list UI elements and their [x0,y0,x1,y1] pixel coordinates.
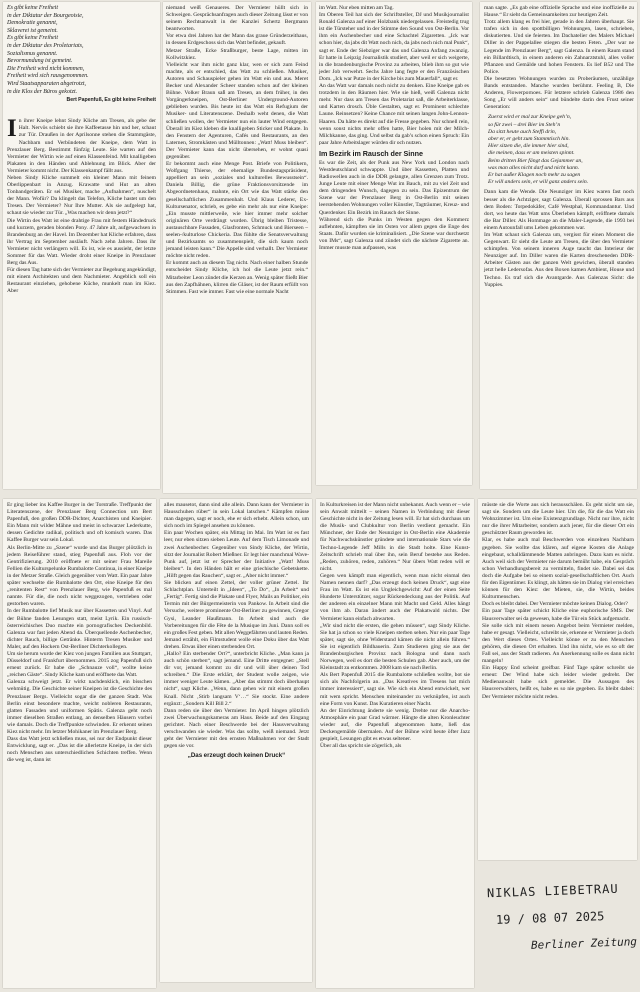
column-5 [7,502,152,764]
paragraph: In der Rumbalotte lief Musik nur über Kassetten und Vinyl. Auf der Bühne fanden Lesungen statt, meist Lyrik. Ein russisch-österreichisches Duo machte ein pornografisches Deckenbild. Galenza war fast jeden Abend da. Überquellende Aschenbecher, dichter Rauch, billige Getränke. Hinterm Tresen Musiker und Maler, auf den Hockern Ost-Berliner Dichterkollegen. [7,608,152,650]
poem-line: Demokratie genannt, [7,20,58,27]
lyric-line: so für zwei – drei Bier im Steh’n [488,121,561,128]
paragraph: müsste sie die Worte aus sich herausschälen. Es geht nicht um sie, sagt sie. Sondern um die Leute hier. Um die, für die das Watt ein Wohnzimmer ist. Um eine Existenzgrundlage. Nicht nur ihre, nicht nur die ihrer Mitarbeiter, sondern auch jener, für die dieser Ort ein geschützter Raum geworden ist. [482,502,634,537]
paragraph: Dann reden sie über den Vermieter. Im April hingen plötzlich zwei Überwachungskameras am Haus. Beide auf den Eingang gerichtet. Nach einer Beschwerde bei der Hausverwaltung verschwanden sie wieder. Was das sollte, weiß niemand. Jetzt geht der Vermieter mit den ernsten Maßnahmen vor der Stadt gegen sie vor. [164,707,309,750]
paragraph: alles mausetot, dann sind alle allein. Dann kann der Vermieter in Hausschuhen rüber“ in sein Lokal latschen.“ Kämpfen müsse man dagegen, sagt er noch, ehe er sich erhebt. Allein schon, um sich noch im Spiegel ansehen zu können. [164,502,309,530]
poem-line: Freiheit wird sich rausgenommen. [7,73,89,80]
lyric-line: die meinen, dass er am meisten spinnt. [488,150,575,157]
drop-cap: I [7,115,17,143]
paragraph: Im Oberen Teil hat sich der Schriftsteller, DJ und Musikjournalist Ronald Galenza auf einer Holzbank niedergelassen. Freistedig trug ist die Türsteher und in der Stimme den Sound von Ost-Berlin. Vor ihm ein Aschenbecher und eine Schachtel Zigaretten. „Ick war schon hier, da jabs dit Watt noch nich, da jabs noch nich mal Punk“, sagt er. Ende der Siebziger war das und Galenza Anfang zwanzig. Er hatte in Leipzig Journalistik studiert, aber weil er sich weigerte, in die brandenburgische Provinz zu arbeiten, blieb ihm so gut wie jeder Job verwehrt. Sechs Jahre lang fegte er den Französischen Dom. „Ick war Putze in der Kirche bis zum Mauerfall“, sagt er. [319,12,469,82]
paragraph: Vor etwa drei Jahren hat der Mann das graue Gründerzeithaus, in dessen Erdgeschoss sich das Watt befindet, gekauft. [166,33,308,47]
paragraph: Er ging lieber ins Kaffee Burger in der Torstraße. Treffpunkt der Literatenszene, der Prenzlauer Berg Connection um Bert Papenfuß, den großen DDR-Dichter, Anarchisten und Kneipier. Ein Mann mit wilder Mähne und meist in schwarzer Lederkutte, dessen Gedichte radikal, politisch und oft komisch waren. Das Kaffee Burger war sein Lokal. [7,502,152,544]
paragraph: Während sich die Punks im Westen gegen den Kommerz auflehnten, kämpften sie im Osten vor allem gegen die Enge des Staats. Dafür wurden sie kriminalisiert. „Die Szene war durchsetzt von IMs“, sagt Galenza und zündet sich die nächste Zigarette an. Immer musste man aufpassen, was [319,216,469,251]
paragraph: Neben Sindy Kliche summelt ein kleiner Mann mit feinem Oberlippenbart in Anzug. Krawatte und Hut an alten Tonbandgeräten. Er sei Musiker, mache „Aufnahmen“, nuschelt der Mann. Wofür? Da klingelt das Telefon, Kliche hastet um den Tresen. Der Vermieter? Nur Ihre Mutter. Als sie aufgelegt hat, schaut sie wieder zur Tür. „Was machen wir denn jetzt?“ [7,174,156,217]
column-4 [484,5,634,289]
column-8 [482,502,634,701]
poem-line: in die Klos der Büros gekotzt. [7,88,78,95]
paragraph: An der Einrichtung änderte sie wenig. Drehte nur die Anarcho-Atmosphäre ein paar Grad wärmer. Hängte die alten Kronleuchter wieder auf, die Papenfuß abgenommen hatte, ließ das Deckengemälde übermalen. Auf der Bühne wird heute öfter Jazz gespielt, Lesungen gibt es etwas seltener. [320,707,470,743]
column-1 [7,5,156,296]
handwritten-author: NIKLAS LIEBETRAU [486,881,619,901]
paragraph: „Wir sind nicht die ersten, die gehen müssen“, sagt Sindy Kliche. Sie hat ja schon so viele Kneipen sterben sehen. Nur ein paar Tage später, sagt sie, ohne Widerstand kämen die nicht allein führen.“ Sie ist eigentlich Bildhauerin. Zum Studieren ging sie aus der Brandenburgischen Provinz nach Bologna und dann nach Norwegen, weil es dort die besten Schulen gab. Aber auch, um der Kleinstadt zu entkommen. 2008 kam sie nach Berlin. [320,622,470,672]
handwritten-date: 19 / 08 07 2025 [495,909,605,927]
paragraph: niemand weiß Genaueres. Der Vermieter hüllt sich in Schweigen. Gesprächsanfragen auch dieser Zeitung lässt er von seinem Rechtsanwalt in der Kanzlei Schertz Bergmann beantworten. [166,5,308,33]
lyric-line: Er will anders sein, er will ganz anders sein. [488,179,589,186]
poem-line: in der Diktatur der Bourgeoisie, [7,12,84,19]
paragraph: Jemand erzählt, ein Filmstudent wolle eine Doku über das Watt drehen. Etwas über einen sterbenden Ort. [164,636,309,650]
poem-line: Bevormundung ist gemeint. [7,58,73,65]
poem-line: Es gibt keine Freiheit [7,5,58,11]
paragraph: Ein Happy End scheint greifbar. Fünf Tage später schreibt sie erneut: Der Wind habe sich leider wieder gedreht. Der Medienanwalt habe sich gemeldet. Die Aussagen des Hausverwalters, heißt es, habe es so nie gegeben. Es bleibt dabei: Der Vermieter möchte nicht reden. [482,665,634,700]
lyric-line: Beim dritten Bier fängt das Gejammer an, [488,157,583,164]
paragraph: Die besetzten Wohnungen wurden zu Proberäumen, unzählige Bands entstanden. Manche wurden berühmt. Feeling B, Die Anderen, Flowerpornoes. Für letztere schrieb Galenza 1986 den Song „Er will anders sein“ und bündelte darin den Frust seiner Generation: [484,75,634,111]
poem-credit: Bert Papenfuß, Es gibt keine Freiheit [66,97,156,104]
paragraph: Ein paar Wochen später, ein Mittag im Mai. Im Watt ist es fast leer, nur eben sitzen sieben Leute. Auf dem Tisch Limonade und zwei Aschenbecher. Gegenüber von Sindy Kliche, der Wirtin, sitzt der Journalist Robert Mießner. Er legt hier manchmal Wave-Punk auf, jetzt ist er Sprecher der Initiative „Watt! Muss bleiben“. In den Händen hält er eine griechische Gebetskette. „Hilft gegen das Rauchen“, sagt er. „Aber nicht immer.“ [164,530,309,579]
handwritten-newspaper: Berliner Zeitung [530,935,638,952]
paragraph: Im Watt schaut sich Galenza um, vergisst für einen Moment die Gegenwart. Er sieht die Leute am Tresen, die über den Vermieter schimpfen. Von seinem inneren Auge taucht das Interieur der Neunziger auf. Im Diller waren die Karten drescheneden DDR-Arbeiter Gästen aus der ganzen Welt gewichen, überall standen jetzt helle Ledersofas. Aus den Boxen kamen Ambient, House und Techno. Es traf sich die Avantgarde. Aus Galenzas Sicht: die Yuppies. [484,232,634,288]
column-2 [166,5,308,296]
paragraph: n ihrer Kneipe lehnt Sindy Kliche am Tresen, als gebe der Halt. Nervös schiebt sie ihre Kaffeetasse hin und her, schaut zur Tür. Draußen in der Aprilsonne stehen die Stammgäste, Nachbarn und Verbündeten der Kneipe, dem Watt in Prenzlauer Berg. Bestimmt fünfzig Leute. Sie warten auf den Vermieter der Wirtin wie auf einen Klassenfeind. Mit knalligeben Plakaten in den Händen und Ablehnung im Blick. Aber der Vermieter kommt nicht. Der Klassenkampf fällt aus. [7,118,156,174]
column-3 [319,5,469,252]
subheading: „Das erzeugt doch keinen Druck“ [187,752,286,760]
paragraph: Über all das spricht sie zögerlich, als [320,743,402,750]
paragraph: Metzer Straße, Ecke Straßburger, beste Lage, mitten im Kollwitzkiez. [166,47,308,61]
poem-line: Es gibt keine Freiheit [7,35,58,42]
paragraph: Als Berlin-Mitte zu „Szene“ wurde und das Burger plötzlich in jedem Reiseführer stand, stieg Papenfuß aus. Floh vor der Gentrifizierung. 2010 eröffnete er mit seiner Frau Mareile Fellien die Kulturspelunke Rumbalotte Continua, in einer Kneipe in der Metzer Straße. Gleich gegenüber vom Watt. Ein paar Jahre später wechselte die Rumbalotte den Ort, eine Kneipe für den „renitenten Rest“ von Prenzlauer Berg, wie Papenfuß es mal nannte. Für die, die noch nicht weggezogen, vertrieben oder gestorben waren. [7,544,152,608]
paragraph: Ein paar Tage später schickt Kliche eine euphorische SMS. Der Hausverwalter sei da gewesen, habe die Tür ein Stück aufgemacht. [482,608,634,622]
column-6 [164,502,309,759]
paragraph: Galenza schweigt jetzt. Er wirkt nachdenklich, ein bisschen wehmütig. Die Geschichte seiner Kneipen ist die Geschichte des Prenzlauer Bergs. Vielleicht sogar die der ganzen Stadt. Was Berlin einst besondere machte, weicht nobleren Restaurants, glatten Fassaden und uniformen Spätis. Galenza geht noch immer dieselben Straßen entlang, an denselben Häusern vorbei wie damals. Doch die Treffpunkte schwinden. Er erkennt seinen Kiez nicht mehr. Im letzter Mohikaner im Prenzlauer Berg. [7,679,152,735]
paragraph: In Kulturkreisen ist der Mann nicht unbekannt. Auch wenn er – wie sein Anwalt mitteilt – seinen Namen in Verbindung mit dieser Geschichte nicht in der Zeitung lesen will. Er hat sich durchaus um die Musik- und Clubkultur von Berlin verdient gemacht. Ein Münchner, der Ende der Neunziger in Ost-Berlin eine Akademie für Nachwuchskünstler gründete und internationale Stars wie die Techno-Legende Jeff Mills in die Stadt holte. Eine Kunst-Zeitschrift schrieb mal über ihn, sein Beruf bestehe aus Reden. „Reden, zuhören, reden, zuhören.“ Nur übers Watt reden will er nicht. [320,502,470,572]
song-lyrics [484,114,634,186]
paragraph: Für diesen Tag hatte sich der Vermieter zur Begehung angekündigt, mit einem Architekten und dem Nachmieter. Angeblich soll ein Restaurant einziehen, gehobene Küche, munkelt man im Kiez. Aber [7,267,156,295]
paragraph: Sie solle sich mit einem neuen Angebot beim Vermieter melden, habe er gesagt. Vielleicht, schreibt sie, erkenne er Vermieter ja doch den Wert dieses Ortes. Vielleicht könne er zu den Menschen gehören, die diesen Ort erhalten. Und ihn nicht, wie es so oft der Fall sei, aus der Stadt radieren. An Anerkennung solle es dann nicht mangeln! [482,622,634,665]
paragraph: Er kommt auch an diesem Tag nicht. Nach einer halben Stunde entscheidet Sindy Kliche, ich hol die Leute jetzt rein.“ Mitarbeiter Leon zündet die Kerzen an. Wenig später fließt Bier aus den Zapfhähnen, klirren die Gläser, ist der Raum erfüllt von Stimmen. Fast wie immer. Fast wie eine normale Nacht [166,260,308,295]
paragraph: Als Bert Papenfuß 2015 die Rumbalotte schließen wollte, bot sie sich als Nachfolgerin an. „Das Kreatives im Tresens hat mich immer interessiert“, sagt sie. Wie sich ein Abend entwickelt, wer mit wem spricht. Menschen miteinander zu verknüpfen, ist auch eine Form von Kunst. Das Kuratieren einer Nacht. [320,672,470,707]
poem-line: Sozialismus genannt. [7,50,58,57]
paragraph: An das Watt war damals noch nicht zu denken. Eine Kneipe gab es trotzdem in den Räumen hier. Wie sie hieß, weiß Galenza nicht mehr. Nur dass am Tresen das Proletariat saß, die Arbeiterklasse, und Karten drosch. Üble Gestalten, sagt er. Prominent schlechte Laune. Reinsetzen? Keine Chance mit seinen langen John-Lennon-Haaren. Da hätte es direkt auf die Fresse gegeben. Nur schnell rein, wenn sonst nichts mehr offen hatte, Bier holen mit der Milch-Milchkanne, das ging. Und selbst da gab’s schon einen Spruch: Ein paar Jahre Arbeitslager würden dir och nutzen. [319,83,469,146]
paragraph: Gegen wen kämpft man eigentlich, wenn man nicht einmal den Namen nennen darf? „Das erzeugt doch keinen Druck“, sagt eine Frau im Watt. Es ist ein Ungleichgewicht: Auf der einen Seite Hunderte Unterstützer, sogar Rückendeckung aus der Politik. Auf der anderen ein einzelner Mann mit Macht und Geld. Alles hängt von ihm ab. Daran ändert auch der Plakatwald nichts. Der Vermieter kann einfach abwarten. [320,572,470,622]
paragraph: Dass das Watt jetzt schließen muss, sei nur der Endpunkt dieser Entwicklung, sagt er. „Das ist die allerletzte Kneipe, in der sich noch Menschen aus unterschiedlichen Schichten treffen. Wenn die weg ist, dann ist [7,736,152,764]
lyric-line: was man alles nicht darf und nicht kann. [488,164,580,171]
paragraph: „Hallo? Ein sterbender Ort?“, unterbricht Kliche. „Man kann ja auch schön sterben“, sagt jemand. Eine Dritte entgegnet: „Stell dir vor, jemand kommt zu dir und will über deinen Tod schreiben.“ Die Erste erklärt, der Student wolle zeigen, wie immer weniger Leute kämen. „Aber das stimmt doch überhaupt nicht“, sagt Kliche. „Wenn, dann gehen wir mit einem großen Knall. Nicht ‚Stirb langsam V‘…“ Sie stockt. Eine andere ergänzt: „Sondern Kill Bill 2.“ [164,650,309,707]
intro-poem [7,5,156,96]
lyric-line: Hier sitzen die, die immer hier sind, [488,143,569,150]
poem-line: in der Diktatur des Proletariats, [7,42,84,49]
paragraph: im Watt. Nur eben mitten am Tag. [319,5,394,11]
lyric-line: Er hat außer Klagen noch mehr zu sagen [488,172,581,179]
lyric-line: Da sitzt heute auch Steffi drin, [488,128,557,135]
paragraph: Vielleicht war ihm nicht ganz klar, wen er sich zum Feind machte, als er entschied, das Watt zu schließen. Musiker, Autoren und Schauspieler gehen im Watt ein und aus. Meret Becker und Alexander Scheer standen schon auf der kleinen Bühne. Volker Braun saß am Tresen, an dem früher, in den Vorgängerkneipen, Ost-Berliner Underground-Autoren geblieben wurden. Bis heute ist das Watt ein Refugium der Musiker- und Literatenszene. Deshalb weht denen, die Watt schließen wollen, der Vermieter nun ein lauter Wind entgegen. Überall im Kiez kleben die knalligeben Sticker und Plakate. In den Fenstern der Agenturen, Cafés und Restaurants, an den Laternen, Stromkästen und Mülltonnen: „Watt! Muss bleiben“. Der Vermieter kann das nicht übersehen, er wohnt quasi gegenüber. [166,61,308,160]
lyric-line: aber er, er geht zum Stammtisch hin. [488,136,570,143]
poem-line: Wird Staatsapparaten abgetrotzt, [7,80,86,87]
poem-line: Die Freiheit wird nicht kommen, [7,65,85,72]
lyric-line: Zuerst wird er mal zur Kneipe geh’n, [488,114,572,121]
paragraph: Sie blicken auf einen Zettel, der voller grüner Zettel. Ihr Schlachtplan. Unterteilt in „Ideen“, „To Do“, „In Arbeit“ und „Fertig“. Fertig sind die Plakate und Flyer, Mails an Politiker, ein Termin mit der Bürgermeisterin von Pankow. In Arbeit sind die Versuche, weitere prominente Ost-Berliner zu gewinnen, Gregor Gysi, Leander Haußmann. In Arbeit sind auch die Vorbereitungen für die Fête de la Musique im Juni. Dann soll es ein großes Fest geben. Mit allen Weggefährten und lauten Reden. [164,580,309,636]
paragraph: Er bekommt auch eine Menge Post. Briefe von Politikern, Wolfgang Thierse, der ehemalige Bundestagspräsident, appelliert an sein „soziales und kulturelles Bewusstsein“. Daniela Billig, die grüne Fraktionsvorsitzende im Abgeordnetenhaus, mahnte, ein Ort wie das Watt stärke den gesellschaftlichen Zusammenhalt. Und Klaus Lederer, Ex-Kultursenator, schrieb, es gebe ein mehr als nur eine Kneipe: „Ein musste mittlerweile, wie hier immer mehr solcher originären Orte verdrängt wurden. Übrig bleiben Tristesse, austauschbare Fassaden, Glasfronten, Schmuck und Bierseen – seelen-/kulturlose Chickeria. Das fühlte die Senatsverwaltung und Bezirksamts so zusammenspielt, die sich kaum noch jemand leisten kann.“ Die Appelle sind verhallt. Der Vermieter möchte nicht reden. [166,161,308,260]
paragraph: Es war die Zeit, als der Punk aus New York und London nach Westdeutschland schwappte. Und über Kassetten, Platten und Radiowellen auch in die DDR gelangte, allen Grenzen zum Trotz. Junge Leute mit einer Menge Wut im Bauch, mit zu viel Zeit und dem dringenden Wunsch, dagegen zu sein. Das Epizentrum der Szene war der Prenzlauer Berg in Ost-Berlin mit seinen leerstehenden Wohnungen voller Künstler, Tagträumer, Kreuz- und Querdenker. Ein Bezirk im Rausch der Sinne. [319,159,469,216]
paragraph: man sagte. „Es gab eine offizielle Sprache und eine inoffizielle zu Hause.“ Er sieht da Gemeinsamkeiten zur heutigen Zeit. [484,5,634,19]
paragraph: Klar, es habe auch mal Beschwerden von einzelnen Nachbarn gegeben. Sie wollte das klären, auf eigene Kosten die Anlage eingebaut, schalldämmende Matten anbringen. Dazu kam es nicht. Auch weil sich der Vermieter nie darum bemüht habe, ein Gespräch schon Verhandlungsbereit zu vermitteln, findet sie. Dabei sei das doch die Aufgabe bei so einem sozial-gesellschaftlichen Ort. Auch für den Eigentümer. Es klingt, als hätten sie im Dialog viel erreichen können für den Kiez: der Mieten, sie, die Wirtin, beides Kulturmenschen. [482,537,634,601]
subheading: Im Bezirk im Rausch der Sinne [319,148,424,158]
paragraph: Doch es bleibt dabei. Der Vermieter möchte keinen Dialog. Oder? [482,601,628,608]
poem-line: Sklaverei ist gemeint. [7,27,58,34]
paragraph: Dann kam die Wende. Die Neunziger im Kiez waren fast noch besser als die Achtziger, sagt Galenza. Überall sprossen Bars aus dem Boden: Torpedokäfer, Café Westphal, Kommandantur. Und dort, wo heute das Watt ums Überleben kämpft, eröffnete damals die Bar Diller. Als Hommage an die Maler-Legende, die 1993 bei einem Autounfall ums Leben gekommen war. [484,189,634,231]
paragraph: Um sie herum wurde der Kiez von jungen Familien aus Stuttgart, Düsseldorf und Frankfurt übernommen. 2015 zog Papenfuß sich erneut zurück. Er habe die „Schnauze voll“, wollte keine „reichen Gäste“. Sindy Kliche kam und eröffnete das Watt. [7,650,152,679]
paragraph: Trotz allem klang es frei hier, gerade in den Jahren überhaupt. Sie trafen sich in den spottbilligen Wohnungen, lasen, schrieben, diskutierten. Und sie feierten. Im Dachatelier des Malers Michael Diller in der Pappelallee stiegen die besten Feten. „Der war ne Legende im Prenzlauer Berg“, sagt Galenza. In einem Raum stand ein Billardtisch, in einem anderen ein Zahnarztstuhl, alles voller Pflanzen und Gemälde und hohen Fenstern. Es lief B52 und The Police. [484,19,634,75]
paragraph: Die Wirtin des Watt ist eine drahtige Frau mit festem Händedruck und kurzem, geraden blonden Pony. 47 Jahre alt, aufgewachsen in Brandenburg an der Havel. Im Dezember hat Kliche erfahren, dass ihr Vertrag im September ausläuft. Nach zehn Jahren. Dass ihr Vermieter nicht verlängern will. Es ist, wie es aussieht, der letzte Sommer für das Watt. Wieder droht einer Kneipe in Prenzlauer Berg das Aus. [7,217,156,267]
column-7 [320,502,470,750]
